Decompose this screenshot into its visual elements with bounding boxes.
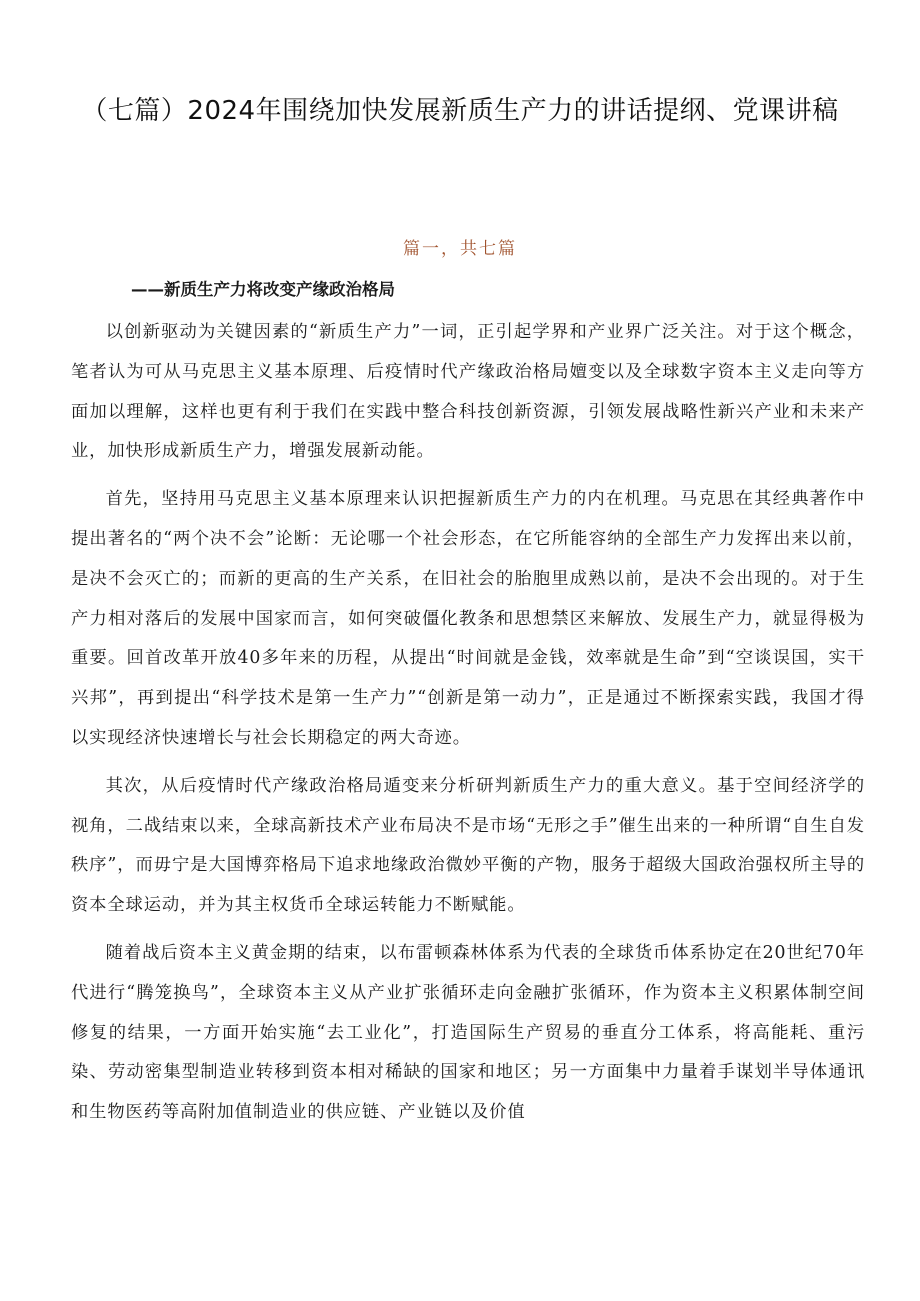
paragraph: 其次，从后疫情时代产缘政治格局遁变来分析研判新质生产力的重大意义。基于空间经济学的视角，二战结束以来，全球高新技术产业布局决不是市场“无形之手”催生出来的一种所谓“自生自发秩序”，而毋宁是大国博弈格局下追求地缘政治微妙平衡的产物，服务于超级大国政治强权所主导的资本全球运动，并为其主权货币全球运转能力不断赋能。 [71, 775, 865, 916]
section-label: 篇一，共七篇 [403, 239, 517, 259]
paragraph: 首先，坚持用马克思主义基本原理来认识把握新质生产力的内在机理。马克思在其经典著作中提出著名的“两个决不会”论断：无论哪一个社会形态，在它所能容纳的全部生产力发挥出来以前，是决不会灭亡的；而新的更高的生产关系，在旧社会的胎胞里成熟以前，是决不会出现的。对于生产力相对落后的发展中国家而言，如何突破僵化教条和思想禁区来解放、发展生产力，就显得极为重要。回首改革开放40多年来的历程，从提出“时间就是金钱，效率就是生命”到“空谈误国，实干兴邦”，再到提出“科学技术是第一生产力”“创新是第一动力”，正是通过不断探索实践，我国才得以实现经济快速增长与社会长期稳定的两大奇迹。 [71, 489, 865, 748]
document-body [71, 313, 865, 1141]
section-subtitle: ——新质生产力将改变产缘政治格局 [131, 280, 395, 299]
paragraph: 随着战后资本主义黄金期的结束，以布雷顿森林体系为代表的全球货币体系协定在20世纪70年代进行“腾笼换鸟”，全球资本主义从产业扩张循环走向金融扩张循环，作为资本主义积累体制空间修复的结果，一方面开始实施“去工业化”，打造国际生产贸易的垂直分工体系，将高能耗、重污染、劳动密集型制造业转移到资本相对稀缺的国家和地区；另一方面集中力量着手谋划半导体通讯和生物医药等高附加值制造业的供应链、产业链以及价值 [71, 942, 865, 1123]
document-title: （七篇）2024年围绕加快发展新质生产力的讲话提纲、党课讲稿 [81, 96, 839, 126]
paragraph: 以创新驱动为关键因素的“新质生产力”一词，正引起学界和产业界广泛关注。对于这个概念，笔者认为可从马克思主义基本原理、后疫情时代产缘政治格局嬗变以及全球数字资本主义走向等方面加以理解，这样也更有利于我们在实践中整合科技创新资源，引领发展战略性新兴产业和未来产业，加快形成新质生产力，增强发展新动能。 [71, 322, 865, 462]
